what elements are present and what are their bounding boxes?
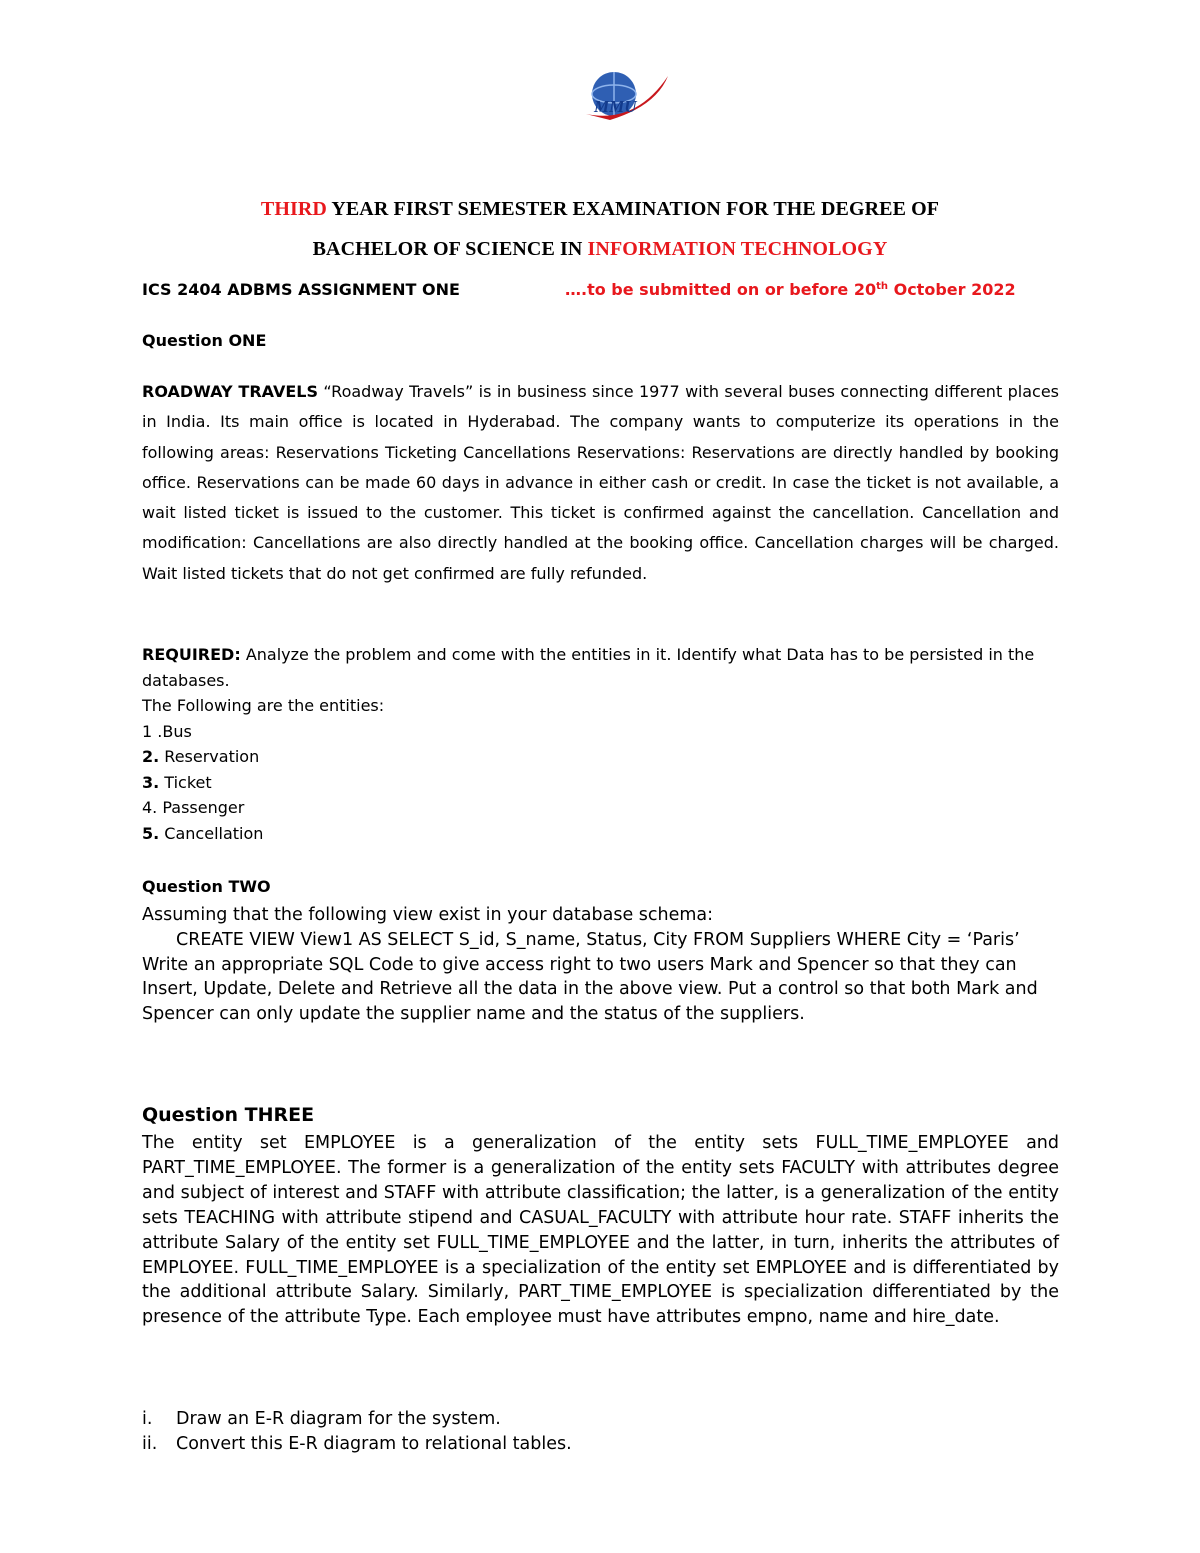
question-three-heading: Question THREE — [142, 1104, 315, 1126]
list-item: 3. Ticket — [142, 772, 212, 792]
sql-view-statement: CREATE VIEW View1 AS SELECT S_id, S_name, Status, City FROM Suppliers WHERE City = ‘Paris’ — [176, 929, 1020, 950]
list-item: 1 .Bus — [142, 721, 192, 741]
list-item: i. Draw an E-R diagram for the system. — [142, 1409, 501, 1429]
entities-intro: The Following are the entities: — [142, 696, 385, 715]
question-one-body: ROADWAY TRAVELS “Roadway Travels” is in business since 1977 with several buses connecting different places in India. Its main office is located in Hyderabad. The company wants to computerize its operations in the following areas: Reservations Ticketing Cancellations Reservations: Reservations are directly handled by booking office. Reservations can be made 60 days in advance in either cash or credit. In case the ticket is not available, a wait listed ticket is issued to the customer. This ticket is confirmed against the cancellation. Cancellation and modification: Cancellations are also directly handled at the booking office. Cancellation charges will be charged. Wait listed tickets that do not get confirmed are fully refunded. — [142, 382, 1060, 583]
title-degree: BACHELOR OF SCIENCE IN — [312, 238, 588, 260]
question-one-heading: Question ONE — [142, 331, 267, 350]
list-item: 2. Reservation — [142, 747, 260, 766]
question-two-heading: Question TWO — [142, 877, 271, 896]
q2-task: Write an appropriate SQL Code to give access right to two users Mark and Spencer so that they can Insert, Update, Delete and Retrieve all the data in the above view. Put a control so that both Mark and Spencer can only update the supplier name and the status of the suppliers. — [142, 954, 1038, 1025]
course-code: ICS 2404 ADBMS ASSIGNMENT ONE — [142, 280, 460, 299]
svg-text:MMU: MMU — [594, 97, 637, 116]
question-two-body — [142, 903, 1059, 1027]
q2-intro: Assuming that the following view exist in your database schema: — [142, 905, 714, 925]
university-logo — [576, 56, 676, 136]
list-item: 5. Cancellation — [142, 823, 264, 843]
exam-title-line-2 — [0, 238, 1200, 261]
title-year: THIRD — [260, 198, 327, 220]
title-programme: INFORMATION TECHNOLOGY — [587, 238, 888, 260]
submission-deadline: ….to be submitted on or before 20th October 2022 — [565, 280, 1016, 299]
question-one-required — [142, 642, 1059, 846]
entity-list — [142, 719, 1059, 847]
required-paragraph: REQUIRED: Analyze the problem and come with the entities in it. Identify what Data has to be persisted in the databases. — [142, 645, 1035, 690]
question-three-tasks — [142, 1407, 1059, 1457]
list-item: 4. Passenger — [142, 798, 245, 817]
title-line1-rest: YEAR FIRST SEMESTER EXAMINATION FOR THE DEGREE OF — [326, 198, 940, 220]
list-item: ii. Convert this E-R diagram to relational tables. — [142, 1434, 572, 1454]
exam-title-line-1 — [0, 198, 1200, 221]
question-three-body: The entity set EMPLOYEE is a generalization of the entity sets FULL_TIME_EMPLOYEE and PART_TIME_EMPLOYEE. The former is a generalization of the entity sets FACULTY with attributes degree and subject of interest and STAFF with attribute classification; the latter, is a generalization of the entity sets TEACHING with attribute stipend and CASUAL_FACULTY with attribute hour rate. STAFF inherits the attribute Salary of the entity set FULL_TIME_EMPLOYEE and the latter, in turn, inherits the attributes of EMPLOYEE. FULL_TIME_EMPLOYEE is a specialization of the entity set EMPLOYEE and is differentiated by the additional attribute Salary. Similarly, PART_TIME_EMPLOYEE is specialization differentiated by the presence of the attribute Type. Each employee must have attributes empno, name and hire_date. — [142, 1133, 1059, 1328]
